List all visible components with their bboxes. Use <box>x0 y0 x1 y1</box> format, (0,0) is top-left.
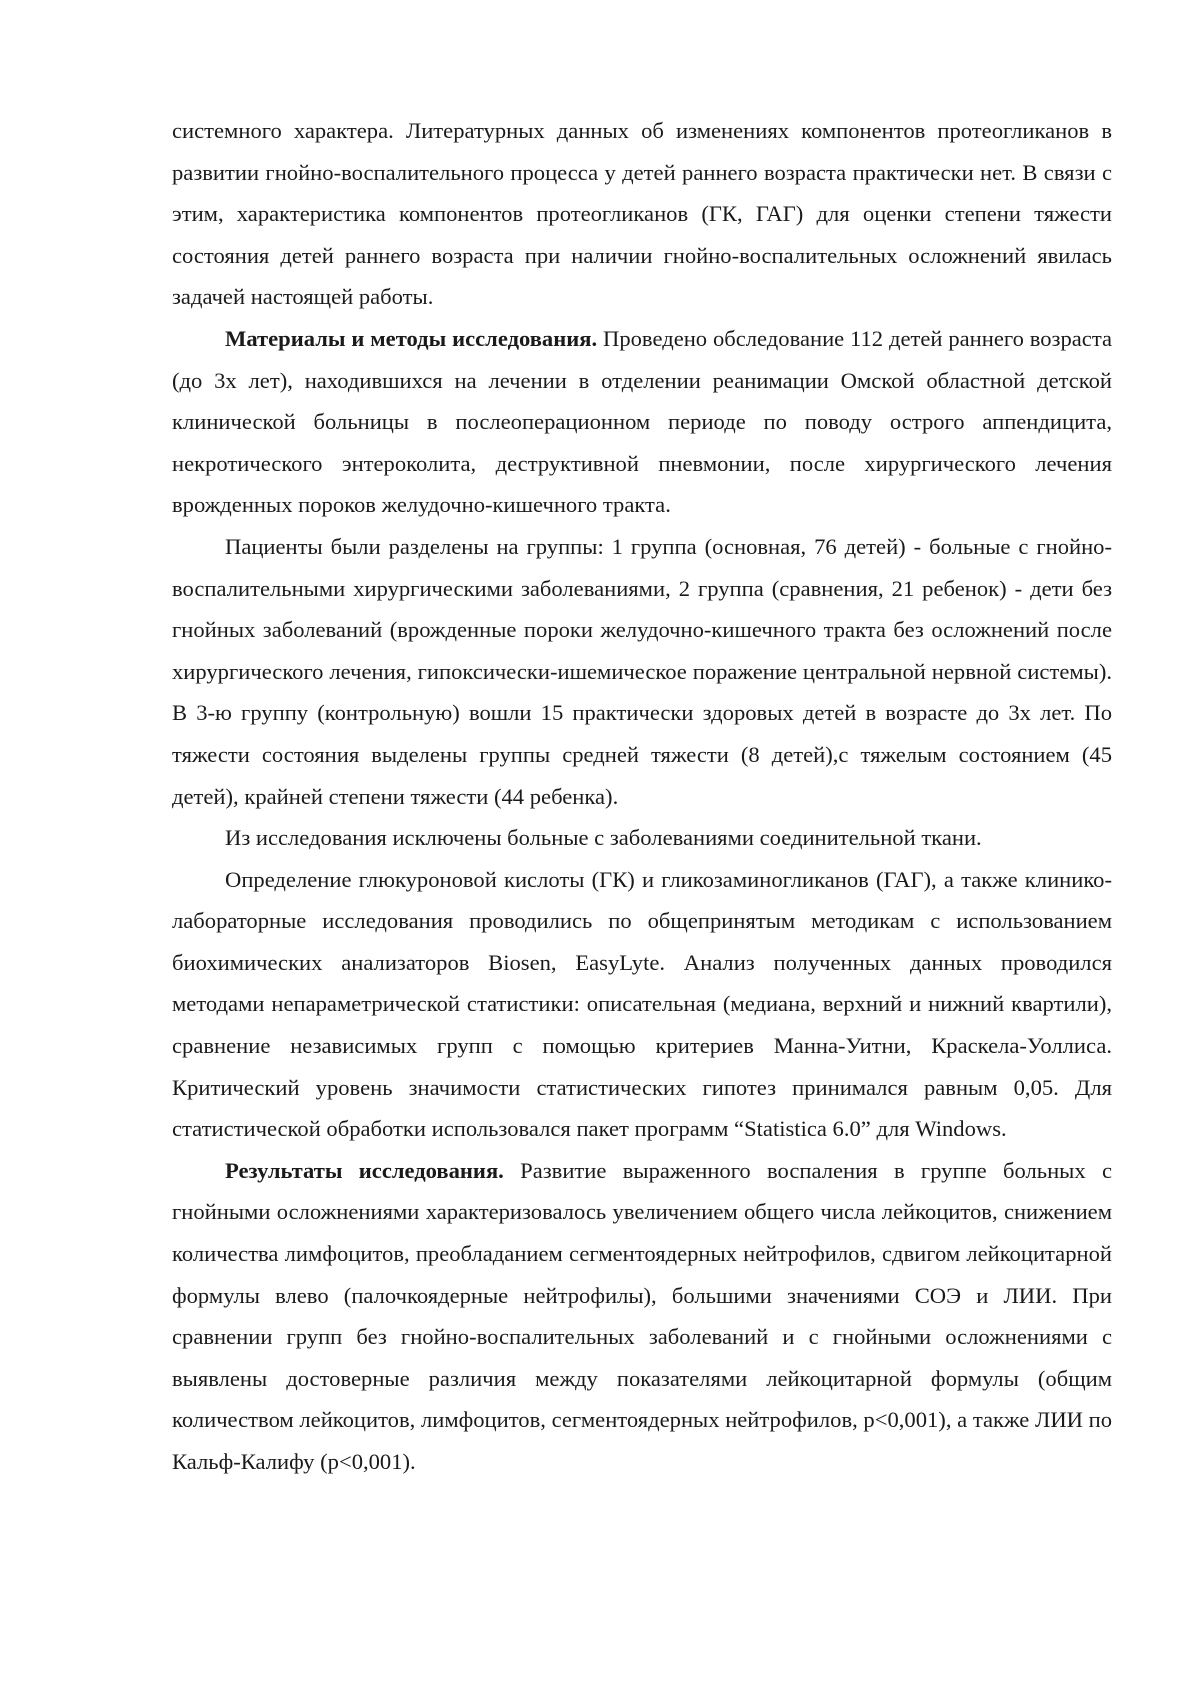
paragraph-text: Из исследования исключены больные с заболеваниями соединительной ткани. <box>225 825 982 851</box>
paragraph-text: Определение глюкуроновой кислоты (ГК) и гликозаминогликанов (ГАГ), а также клинико-лабораторные исследования проводились по общепринятым методикам с использованием биохимических анализаторов Biosen, EasyLyte. Анализ полученных данных проводился методами непараметрической статистики: описательная (медиана, верхний и нижний квартили), сравнение независимых групп с помощью критериев Манна-Уитни, Краскела-Уоллиса. Критический уровень значимости статистических гипотез принимался равным 0,05. Для статистической обработки использовался пакет программ “Statistica 6.0” для Windows. <box>172 866 1112 1142</box>
paragraph-methods-detail <box>172 859 1112 1150</box>
paragraph-text: Проведено обследование 112 детей раннего возраста (до 3х лет), находившихся на лечении в отделении реанимации Омской областной детской клинической больницы в послеоперационном периоде по поводу острого аппендицита, некротического энтероколита, деструктивной пневмонии, после хирургического лечения врожденных пороков желудочно-кишечного тракта. <box>172 325 1113 518</box>
paragraph-text: Развитие выраженного воспаления в группе больных с гнойными осложнениями характеризовалось увеличением общего числа лейкоцитов, снижением количества лимфоцитов, преобладанием сегментоядерных нейтрофилов, сдвигом лейкоцитарной формулы влево (палочкоядерные нейтрофилы), большими значениями СОЭ и ЛИИ. При сравнении групп без гнойно-воспалительных заболеваний и с гнойными осложнениями с выявлены достоверные различия между показателями лейкоцитарной формулы (общим количеством лейкоцитов, лимфоцитов, сегментоядерных нейтрофилов, р<0,001), а также ЛИИ по Кальф-Калифу (р<0,001). <box>172 1157 1112 1474</box>
document-page <box>172 110 1112 1483</box>
section-heading-materials-methods: Материалы и методы исследования. <box>225 325 598 351</box>
paragraph-intro-continuation <box>172 110 1112 318</box>
section-heading-results: Результаты исследования. <box>225 1157 504 1183</box>
paragraph-materials-methods <box>172 318 1112 526</box>
paragraph-text: Пациенты были разделены на группы: 1 группа (основная, 76 детей) - больные с гнойно-воспалительными хирургическими заболеваниями, 2 группа (сравнения, 21 ребенок) - дети без гнойных заболеваний (врожденные пороки желудочно-кишечного тракта без осложнений после хирургического лечения, гипоксически-ишемическое поражение центральной нервной системы). В 3-ю группу (контрольную) вошли 15 практически здоровых детей в возрасте до 3х лет. По тяжести состояния выделены группы средней тяжести (8 детей),с тяжелым состоянием (45 детей), крайней степени тяжести (44 ребенка). <box>172 533 1112 809</box>
paragraph-results <box>172 1150 1112 1483</box>
paragraph-text: системного характера. Литературных данных об изменениях компонентов протеогликанов в развитии гнойно-воспалительного процесса у детей раннего возраста практически нет. В связи с этим, характеристика компонентов протеогликанов (ГК, ГАГ) для оценки степени тяжести состояния детей раннего возраста при наличии гнойно-воспалительных осложнений явилась задачей настоящей работы. <box>172 118 1112 310</box>
paragraph-exclusion <box>172 817 1112 859</box>
paragraph-patient-groups <box>172 526 1112 817</box>
